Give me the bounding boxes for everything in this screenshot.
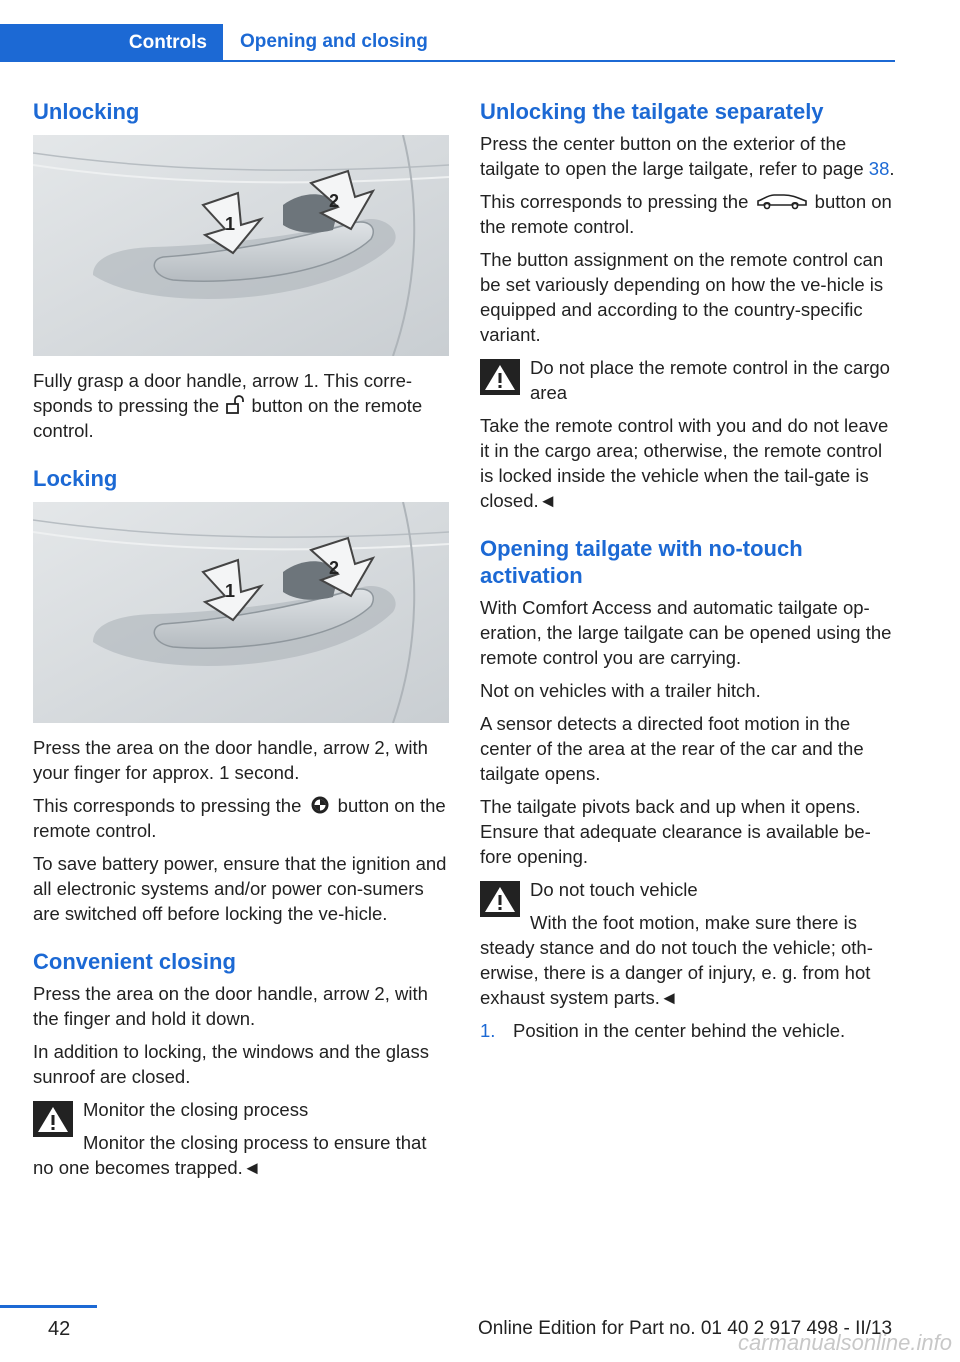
warning-text: With the foot motion, make sure there is steady stance and do not touch the vehicle; oth-erwise, there is a danger of injury, e. g. from hot exhaust system parts.◄ bbox=[480, 912, 873, 1008]
heading-unlocking: Unlocking bbox=[33, 99, 140, 124]
section-tab[interactable]: Opening and closing bbox=[223, 24, 895, 62]
figure-door-handle-unlock bbox=[33, 135, 449, 356]
right-column bbox=[480, 98, 896, 1043]
edition-text: Online Edition for Part no. 01 40 2 917 498 - II/13 bbox=[478, 1318, 893, 1339]
warning-icon bbox=[33, 1101, 73, 1137]
locking-text-2a: This corresponds to pressing the bbox=[33, 795, 302, 816]
warning-text: Take the remote control with you and do not leave it in the cargo area; otherwise, the remote control is locked inside the vehicle when the tail-gate is closed.◄ bbox=[480, 415, 889, 511]
heading-no-touch: Opening tailgate with no-touch activation bbox=[480, 536, 803, 588]
warning-title: Do not place the remote control in the cargo area bbox=[530, 357, 890, 403]
warning-touch-vehicle bbox=[480, 877, 896, 910]
locking-text-1: Press the area on the door handle, arrow 2, with your finger for approx. 1 second. bbox=[33, 737, 428, 783]
unlocking-text-b: sponds to pressing the bbox=[33, 395, 220, 416]
heading-convenient-closing: Convenient closing bbox=[33, 949, 236, 974]
tailgate-text-1 bbox=[480, 131, 896, 181]
warning-text: Monitor the closing process to ensure that no one becomes trapped.◄ bbox=[33, 1132, 427, 1178]
heading-locking: Locking bbox=[33, 466, 118, 491]
locking-text-2c: the remote control. bbox=[33, 795, 446, 841]
list-number: 1. bbox=[480, 1020, 496, 1041]
tailgate-text-2a: This corresponds to pressing the bbox=[480, 191, 749, 212]
door-handle-illustration bbox=[33, 502, 449, 723]
page-reference-link[interactable]: 38 bbox=[868, 158, 890, 179]
warning-cargo-area bbox=[480, 355, 896, 405]
tailgate-text-2 bbox=[480, 189, 896, 239]
locking-text-2 bbox=[33, 793, 449, 843]
left-column bbox=[33, 98, 449, 1180]
warning-title: Monitor the closing process bbox=[83, 1099, 309, 1120]
notouch-text-2: Not on vehicles with a trailer hitch. bbox=[480, 680, 761, 701]
warning-closing bbox=[33, 1097, 449, 1130]
door-handle-illustration bbox=[33, 135, 449, 356]
svg-text:1: 1 bbox=[225, 214, 236, 234]
convenient-text-1: Press the area on the door handle, arrow 2, with the finger and hold it down. bbox=[33, 983, 428, 1029]
tailgate-text-1-end: . bbox=[889, 158, 895, 179]
list-item bbox=[480, 1018, 896, 1043]
page-header bbox=[0, 24, 895, 62]
convenient-text-2: In addition to locking, the windows and the glass sunroof are closed. bbox=[33, 1041, 429, 1087]
tailgate-text-1a: Press the center button on the exterior of the tailgate to open the large tailgate, refer to page bbox=[480, 133, 864, 179]
bmw-logo-icon bbox=[307, 795, 333, 815]
svg-text:1: 1 bbox=[225, 581, 236, 601]
list-text: Position in the center behind the vehicle. bbox=[513, 1020, 846, 1041]
unlock-icon bbox=[224, 395, 246, 415]
notouch-text-1: With Comfort Access and automatic tailgate op-eration, the large tailgate can be opened using the remote control you are carrying. bbox=[480, 597, 892, 668]
tailgate-text-3: The button assignment on the remote control can be set variously depending on how the ve-hicle is equipped and according to the country-specific variant. bbox=[480, 249, 884, 345]
svg-text:2: 2 bbox=[329, 558, 340, 578]
footer-rule bbox=[0, 1305, 97, 1308]
unlocking-text bbox=[33, 368, 449, 443]
car-tailgate-icon bbox=[754, 191, 810, 211]
figure-door-handle-lock bbox=[33, 502, 449, 723]
warning-icon bbox=[480, 881, 520, 917]
heading-unlocking-tailgate: Unlocking the tailgate separately bbox=[480, 99, 824, 124]
unlocking-text-c: button on the remote bbox=[251, 395, 423, 416]
unlocking-text-a: Fully grasp a door handle, arrow 1. This corre- bbox=[33, 370, 413, 391]
tailgate-text-2b: button bbox=[814, 191, 867, 212]
locking-text-3: To save battery power, ensure that the ignition and all electronic systems and/or power con-sumers are switched off before locking the ve-hicle. bbox=[33, 853, 447, 924]
locking-text-2b: button on bbox=[337, 795, 415, 816]
warning-icon bbox=[480, 359, 520, 395]
watermark: carmanualsonline.info bbox=[737, 1330, 952, 1355]
svg-text:2: 2 bbox=[329, 191, 340, 211]
unlocking-text-d: control. bbox=[33, 420, 94, 441]
chapter-tab[interactable]: Controls bbox=[0, 24, 223, 62]
warning-title: Do not touch vehicle bbox=[530, 879, 698, 900]
tailgate-text-2c: on the remote control. bbox=[480, 191, 892, 237]
page-number: 42 bbox=[48, 1318, 71, 1340]
notouch-text-3: A sensor detects a directed foot motion in the center of the area at the rear of the car and the tailgate opens. bbox=[480, 713, 864, 784]
notouch-text-4: The tailgate pivots back and up when it opens. Ensure that adequate clearance is available be-fore opening. bbox=[480, 796, 871, 867]
